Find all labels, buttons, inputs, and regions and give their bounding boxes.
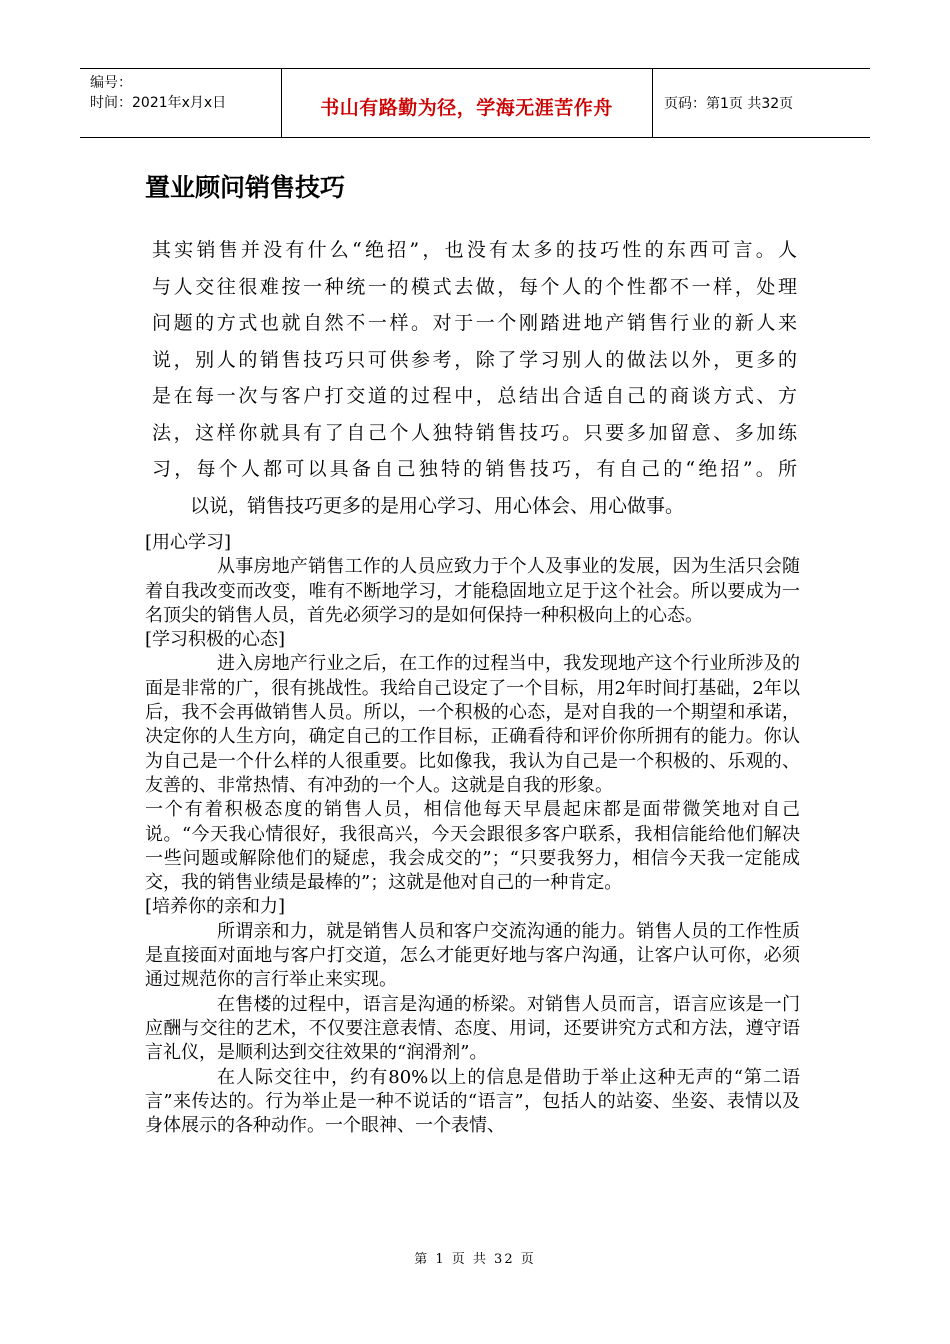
body-paragraph: 一个有着积极态度的销售人员，相信他每天早晨起床都是面带微笑地对自己说。“今天我心情很好，我很高兴，今天会跟很多客户联系，我相信能给他们解决一些问题或解除他们的疑虑，我会成交的”；“只要我努力，相信今天我一定能成交，我的销售业绩是最棒的”；这就是他对自己的一种肯定。 <box>145 799 800 894</box>
body-paragraph: 在人际交往中，约有80%以上的信息是借助于举止这种无声的“第二语言”来传达的。行为举止是一种不说话的“语言”，包括人的站姿、坐姿、表情以及身体展示的各种动作。一个眼神、一个表情、 <box>145 1066 800 1137</box>
intro-line: 以说，销售技巧更多的是用心学习、用心体会、用心做事。 <box>190 494 685 517</box>
page-header <box>80 68 870 138</box>
section-heading: [用心学习] <box>145 532 232 553</box>
header-meta <box>90 73 226 113</box>
section-heading: [学习积极的心态] <box>145 629 286 651</box>
body-paragraph: 进入房地产行业之后，在工作的过程当中，我发现地产这个行业所涉及的面是非常的广，很有挑战性。我给自己设定了一个目标，用2年时间打基础，2年以后，我不会再做销售人员。所以，一个积极的心态，是对自我的一个期望和承诺，决定你的人生方向，确定自己的工作目标，正确看待和评价你所拥有的能力。你认为自己是一个什么样的人很重要。比如像我，我认为自己是一个积极的、乐观的、友善的、非常热情、有冲劲的一个人。这就是自我的形象。 <box>145 653 800 796</box>
intro-line: 与人交往很难按一种统一的模式去做，每个人的个性都不一样，处理 <box>152 275 797 298</box>
header-divider <box>652 69 653 137</box>
intro-line: 问题的方式也就自然不一样。对于一个刚踏进地产销售行业的新人来 <box>152 312 797 334</box>
intro-line: 是在每一次与客户打交道的过程中，总结出合适自己的商谈方式、方 <box>152 385 797 407</box>
intro-paragraph <box>152 232 797 524</box>
intro-line: 法，这样你就具有了自己个人独特销售技巧。只要多加留意、多加练 <box>152 421 797 444</box>
body-paragraph: 从事房地产销售工作的人员应致力于个人及事业的发展，因为生活只会随着自我改变而改变，唯有不断地学习，才能稳固地立足于这个社会。所以要成为一名顶尖的销售人员，首先必须学习的是如何保持一种积极向上的心态。 <box>145 556 800 626</box>
intro-line: 说，别人的销售技巧只可供参考，除了学习别人的做法以外，更多的 <box>152 348 797 371</box>
intro-line: 习，每个人都可以具备自己独特的销售技巧，有自己的“绝招”。所 <box>152 458 797 480</box>
document-date: 时间：2021年x月x日 <box>90 95 227 111</box>
document-number-label: 编号： <box>90 75 132 91</box>
intro-line: 其实销售并没有什么“绝招”，也没有太多的技巧性的东西可言。人 <box>152 239 797 261</box>
header-page-info: 页码：第1页 共32页 <box>664 96 794 112</box>
header-motto: 书山有路勤为径，学海无涯苦作舟 <box>320 97 613 119</box>
page-footer: 第 1 页 共 32 页 <box>414 1252 536 1267</box>
document-title: 置业顾问销售技巧 <box>145 173 346 202</box>
section-heading: [培养你的亲和力] <box>145 896 286 918</box>
body-paragraph: 所谓亲和力，就是销售人员和客户交流沟通的能力。销售人员的工作性质是直接面对面地与客户打交道，怎么才能更好地与客户沟通，让客户认可你，必须通过规范你的言行举止来实现。 <box>145 920 800 991</box>
body-paragraph: 在售楼的过程中，语言是沟通的桥梁。对销售人员而言，语言应该是一门应酬与交往的艺术，不仅要注意表情、态度、用词，还要讲究方式和方法，遵守语言礼仪，是顺利达到交往效果的“润滑剂”。 <box>145 993 800 1064</box>
document-body <box>145 531 800 1138</box>
